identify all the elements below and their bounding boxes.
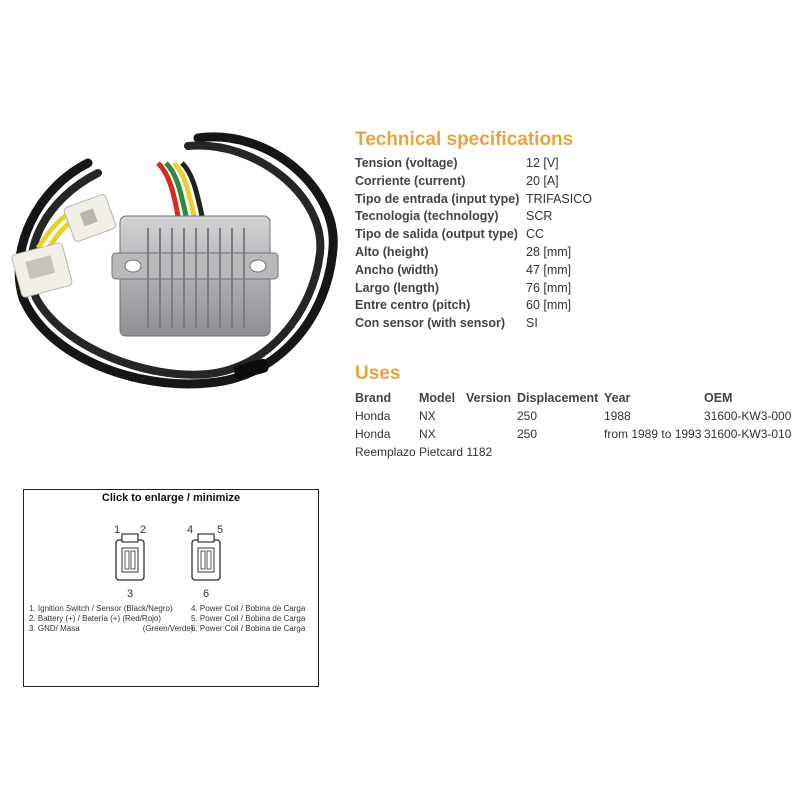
cell-oem: 31600-KW3-010 (704, 427, 792, 441)
specs-list (355, 155, 795, 333)
spec-key: Con sensor (with sensor) (355, 316, 506, 331)
specs-title: Technical specifications (355, 129, 574, 150)
spec-value: SCR (526, 209, 553, 224)
replacement-note: Reemplazo Pietcard 1182 (355, 445, 493, 459)
legend-left (29, 604, 191, 614)
cell-version (466, 425, 517, 443)
uses-section (355, 362, 800, 461)
spec-row (355, 262, 795, 280)
legend-left (29, 614, 191, 624)
cell-model: NX (419, 427, 436, 441)
cell-year: from 1989 to 1993 (604, 427, 702, 441)
col-displacement: Displacement (517, 391, 599, 405)
pin-label-3: 3 (127, 588, 134, 600)
spec-key: Entre centro (pitch) (355, 298, 471, 313)
connector-right (192, 534, 220, 580)
legend-left-text: 1. Ignition Switch / Sensor (Black/Negro) (29, 604, 173, 613)
connector-small (63, 194, 117, 243)
uses-header-row (355, 389, 800, 407)
spec-value: 28 [mm] (526, 244, 572, 259)
uses-table (355, 389, 800, 443)
spec-value: 76 [mm] (526, 280, 572, 295)
technical-specifications (355, 128, 795, 333)
pin-label-4: 4 (187, 524, 194, 536)
spec-key: Largo (length) (355, 280, 440, 295)
spec-key: Ancho (width) (355, 262, 439, 277)
spec-row (355, 173, 795, 191)
legend-row (29, 604, 305, 614)
spec-value: TRIFASICO (526, 191, 592, 206)
pin-label-6: 6 (203, 588, 210, 600)
col-model: Model (419, 391, 456, 405)
spec-key: Tension (voltage) (355, 156, 458, 170)
cell-displacement: 250 (517, 427, 538, 441)
spec-key: Tipo de entrada (input type) (355, 191, 520, 206)
pin-label-5: 5 (217, 524, 224, 536)
legend-left-color: (Green/Verde) (142, 624, 194, 633)
col-oem: OEM (704, 391, 733, 405)
spec-row (355, 208, 795, 226)
legend-row (29, 624, 305, 634)
table-row (355, 407, 800, 425)
cell-brand: Honda (355, 427, 391, 441)
cell-displacement: 250 (517, 409, 538, 423)
wiring-diagram[interactable] (23, 489, 319, 687)
spec-value: 20 [A] (526, 173, 559, 188)
spec-row (355, 191, 795, 209)
spec-key: Tipo de salida (output type) (355, 227, 518, 242)
spec-row (355, 244, 795, 262)
spec-value: 60 [mm] (526, 298, 572, 313)
cell-oem: 31600-KW3-000 (704, 409, 792, 423)
legend-right: 6. Power Coil / Bobina de Carga (191, 624, 306, 633)
pin-label-1: 1 (114, 524, 121, 536)
spec-value: 47 [mm] (526, 262, 572, 277)
spec-row (355, 280, 795, 298)
spec-key: Alto (height) (355, 244, 429, 259)
legend-right: 5. Power Coil / Bobina de Carga (191, 614, 306, 623)
uses-title: Uses (355, 363, 401, 384)
legend-row (29, 614, 305, 624)
connector-left (116, 534, 144, 580)
enlarge-toggle[interactable]: Click to enlarge / minimize (101, 492, 241, 504)
table-row (355, 425, 800, 443)
spec-row (355, 297, 795, 315)
col-version: Version (466, 391, 512, 405)
pin-legend (29, 604, 305, 634)
regulator-rectifier-photo (8, 128, 348, 408)
connector-diagram-graphic (24, 490, 320, 688)
col-year: Year (604, 391, 631, 405)
cell-version (466, 407, 517, 425)
cell-brand: Honda (355, 409, 391, 423)
spec-row (355, 315, 795, 333)
cell-year: 1988 (604, 409, 631, 423)
cell-model: NX (419, 409, 436, 423)
col-brand: Brand (355, 391, 392, 405)
spec-row (355, 155, 795, 173)
legend-right: 4. Power Coil / Bobina de Carga (191, 604, 306, 613)
legend-left (29, 624, 194, 634)
legend-left-text: 3. GND/ Masa (29, 624, 80, 633)
spec-value: SI (526, 316, 538, 331)
spec-key: Tecnologia (technology) (355, 209, 499, 224)
spec-row (355, 226, 795, 244)
pin-label-2: 2 (140, 524, 147, 536)
spec-value: CC (526, 227, 545, 242)
spec-key: Corriente (current) (355, 173, 466, 188)
spec-value: 12 [V] (526, 156, 559, 170)
legend-left-text: 2. Battery (+) / Batería (+) (Red/Rojo) (29, 614, 162, 623)
